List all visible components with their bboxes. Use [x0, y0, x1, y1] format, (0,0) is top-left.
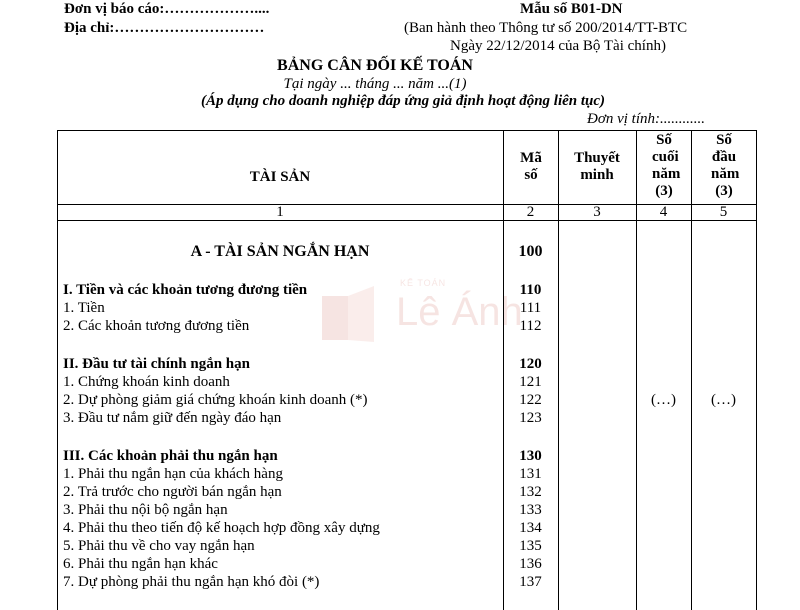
row-code: 136	[519, 556, 542, 572]
col-header-begin-year: Số đầu năm (3)	[711, 132, 740, 199]
row-label: 5. Phải thu về cho vay ngắn hạn	[63, 538, 255, 554]
reporting-unit-label: Đơn vị báo cáo:………………....	[64, 1, 270, 17]
table-row	[57, 281, 757, 299]
document-title: BẢNG CÂN ĐỐI KẾ TOÁN	[277, 57, 473, 74]
table-row	[57, 483, 757, 501]
row-label: 2. Dự phòng giảm giá chứng khoán kinh doanh (*)	[63, 392, 368, 408]
table-row	[57, 373, 757, 391]
row122-begin-year-value: (…)	[711, 392, 736, 408]
row-label: 1. Chứng khoán kinh doanh	[63, 374, 230, 390]
currency-unit: Đơn vị tính:............	[587, 111, 705, 127]
col-number-4: 4	[659, 204, 668, 220]
col-header-code: Mã số	[520, 150, 542, 183]
table-row	[57, 355, 757, 373]
issued-by: (Ban hành theo Thông tư số 200/2014/TT-BTC	[404, 20, 688, 36]
table-row	[57, 317, 757, 335]
section-code: 100	[518, 243, 543, 260]
row122-end-year-value: (…)	[651, 392, 676, 408]
row-code: 130	[519, 448, 542, 464]
watermark-small-text: KẾ TOÁN	[400, 278, 447, 288]
table-row	[57, 519, 757, 537]
row-label: II. Đầu tư tài chính ngắn hạn	[63, 356, 250, 372]
row-code: 137	[519, 574, 542, 590]
row-label: III. Các khoản phải thu ngắn hạn	[63, 448, 278, 464]
table-row	[57, 299, 757, 317]
table-row	[57, 409, 757, 427]
section-row	[57, 243, 757, 261]
row-label: I. Tiền và các khoản tương đương tiền	[63, 282, 308, 298]
row-label: 4. Phải thu theo tiến độ kế hoạch hợp đồng xây dựng	[63, 520, 380, 536]
row-code: 133	[519, 502, 542, 518]
row-code: 121	[519, 374, 542, 390]
col-number-2: 2	[526, 204, 535, 220]
row-code: 120	[519, 356, 542, 372]
col-number-5: 5	[719, 204, 728, 220]
table-row	[57, 501, 757, 519]
row-label: 3. Đầu tư nắm giữ đến ngày đáo hạn	[63, 410, 282, 426]
date-line: Tại ngày ... tháng ... năm ...(1)	[283, 76, 467, 92]
row-label: 2. Các khoản tương đương tiền	[63, 318, 250, 334]
watermark-big-text: Lê Ánh	[396, 290, 523, 334]
table-row	[57, 555, 757, 573]
row-code: 112	[519, 318, 542, 334]
row-code: 134	[519, 520, 542, 536]
row-code: 132	[519, 484, 542, 500]
table-row	[57, 447, 757, 465]
table-row	[57, 465, 757, 483]
row-label: 3. Phải thu nội bộ ngắn hạn	[63, 502, 228, 518]
row-label: 2. Trả trước cho người bán ngắn hạn	[63, 484, 282, 500]
form-code: Mẫu số B01-DN	[520, 1, 623, 17]
issued-date: Ngày 22/12/2014 của Bộ Tài chính)	[450, 38, 666, 54]
balance-sheet-table	[57, 130, 757, 610]
row-label: 6. Phải thu ngắn hạn khác	[63, 556, 218, 572]
row-code: 123	[519, 410, 542, 426]
row-code: 122	[519, 392, 542, 408]
address-label: Địa chỉ:…………………………	[64, 20, 265, 36]
row-label: 7. Dự phòng phải thu ngắn hạn khó đòi (*)	[63, 574, 320, 590]
row-code: 111	[519, 300, 542, 316]
col-number-1: 1	[276, 204, 284, 220]
table-row	[57, 573, 757, 591]
section-title: A - TÀI SẢN NGẮN HẠN	[190, 243, 370, 260]
row-code: 131	[519, 466, 542, 482]
col-number-3: 3	[593, 204, 601, 220]
row-label: 1. Tiền	[63, 300, 105, 316]
table-row	[57, 537, 757, 555]
row-code: 135	[519, 538, 542, 554]
row-code: 110	[519, 282, 542, 298]
col-header-end-year: Số cuối năm (3)	[652, 132, 681, 199]
col-header-note: Thuyết minh	[574, 150, 620, 183]
applicability-note: (Áp dụng cho doanh nghiệp đáp ứng giả định hoạt động liên tục)	[200, 93, 606, 109]
row-label: 1. Phải thu ngắn hạn của khách hàng	[63, 466, 283, 482]
col-header-asset: TÀI SẢN	[249, 169, 311, 185]
